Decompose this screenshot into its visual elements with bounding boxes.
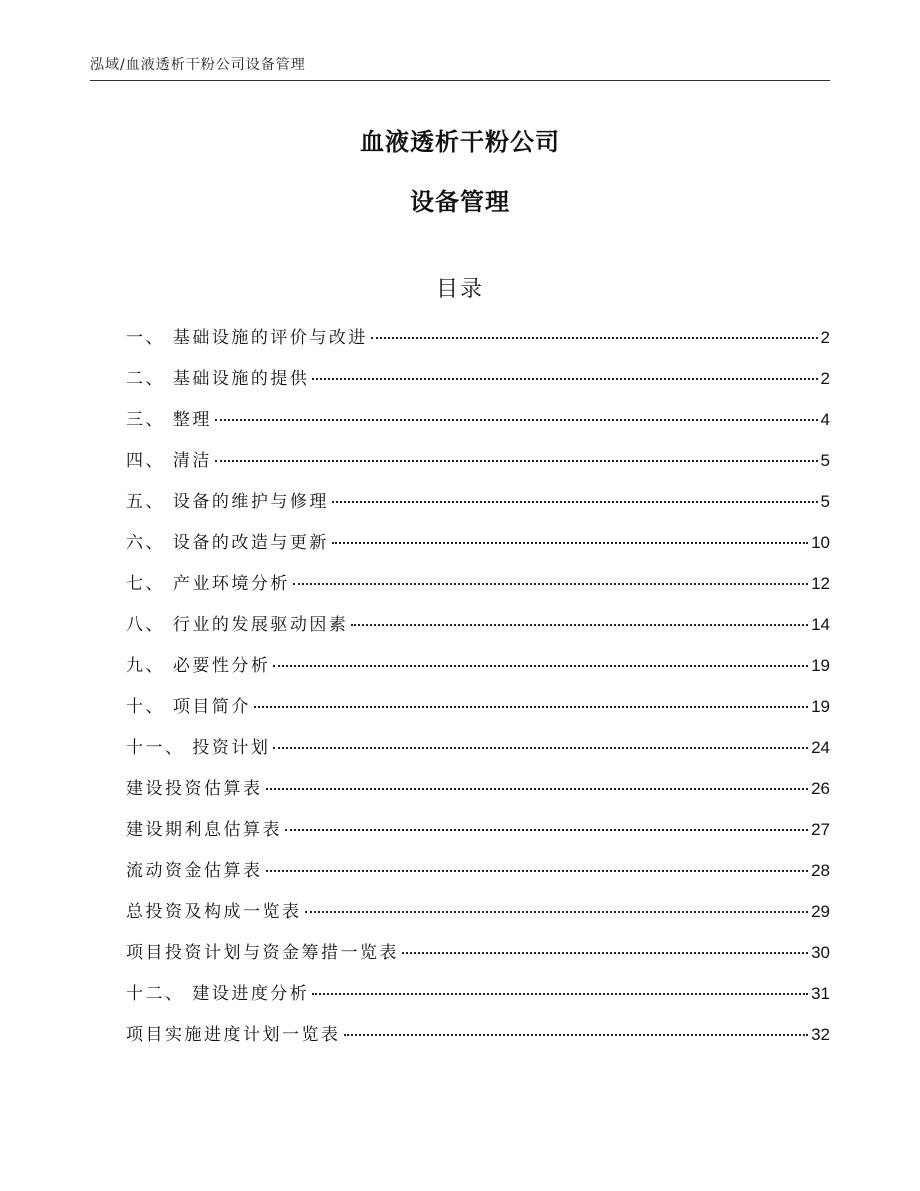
toc-dot-leader [305,911,809,913]
toc-entry[interactable] [126,405,830,446]
toc-entry-page: 4 [820,410,830,429]
toc-dot-leader [273,665,808,667]
toc-entry-page: 5 [820,451,830,470]
toc-dot-leader [266,870,809,872]
table-of-contents [126,323,830,1061]
toc-entry-label: 十一、 投资计划 [126,738,271,758]
toc-entry[interactable] [126,897,830,938]
toc-entry-page: 10 [811,533,830,552]
toc-entry[interactable] [126,733,830,774]
toc-entry-page: 30 [811,943,830,962]
toc-entry-page: 19 [811,697,830,716]
toc-dot-leader [293,583,808,585]
toc-entry-label: 五、 设备的维护与修理 [126,492,329,512]
toc-entry-page: 32 [811,1025,830,1044]
document-title: 血液透析干粉公司 [360,128,560,156]
toc-dot-leader [254,706,808,708]
toc-dot-leader [351,624,808,626]
toc-entry-page: 14 [811,615,830,634]
toc-entry-label: 六、 设备的改造与更新 [126,533,329,553]
toc-entry-label: 项目投资计划与资金筹措一览表 [126,943,399,963]
toc-entry-page: 28 [811,861,830,880]
toc-entry-page: 12 [811,574,830,593]
toc-entry[interactable] [126,446,830,487]
toc-entry-page: 19 [811,656,830,675]
toc-entry-label: 八、 行业的发展驱动因素 [126,615,349,635]
toc-entry-label: 建设投资估算表 [126,779,263,799]
toc-entry-label: 总投资及构成一览表 [126,902,302,922]
document-subtitle: 设备管理 [410,188,510,216]
toc-dot-leader [371,337,818,339]
toc-entry[interactable] [126,323,830,364]
toc-entry-label: 四、 清洁 [126,451,212,471]
toc-entry-label: 九、 必要性分析 [126,656,271,676]
toc-entry-page: 26 [811,779,830,798]
toc-entry-page: 2 [820,328,830,347]
toc-entry[interactable] [126,979,830,1020]
toc-dot-leader [266,788,809,790]
toc-entry[interactable] [126,528,830,569]
toc-dot-leader [215,419,818,421]
toc-entry[interactable] [126,569,830,610]
toc-dot-leader [312,993,808,995]
toc-dot-leader [332,542,808,544]
toc-dot-leader [273,747,808,749]
toc-entry-label: 项目实施进度计划一览表 [126,1025,341,1045]
toc-entry-label: 十二、 建设进度分析 [126,984,310,1004]
toc-entry[interactable] [126,692,830,733]
toc-dot-leader [344,1034,809,1036]
toc-entry-page: 27 [811,820,830,839]
toc-entry[interactable] [126,364,830,405]
toc-entry[interactable] [126,815,830,856]
toc-entry[interactable] [126,774,830,815]
toc-dot-leader [312,378,817,380]
toc-entry-page: 2 [820,369,830,388]
toc-entry[interactable] [126,487,830,528]
toc-dot-leader [332,501,818,503]
toc-entry-label: 七、 产业环境分析 [126,574,290,594]
toc-entry-page: 31 [811,984,830,1003]
toc-dot-leader [215,460,818,462]
toc-heading: 目录 [435,277,484,302]
toc-entry-label: 流动资金估算表 [126,861,263,881]
header-divider [90,80,830,81]
toc-entry-page: 29 [811,902,830,921]
toc-entry-page: 5 [820,492,830,511]
toc-entry-page: 24 [811,738,830,757]
running-header: 泓域/血液透析干粉公司设备管理 [90,57,306,73]
toc-entry[interactable] [126,651,830,692]
toc-entry-label: 建设期利息估算表 [126,820,282,840]
toc-entry-label: 三、 整理 [126,410,212,430]
toc-entry-label: 一、 基础设施的评价与改进 [126,328,368,348]
toc-entry[interactable] [126,856,830,897]
toc-entry[interactable] [126,938,830,979]
toc-entry[interactable] [126,610,830,651]
toc-entry[interactable] [126,1020,830,1061]
toc-dot-leader [285,829,808,831]
toc-entry-label: 十、 项目简介 [126,697,251,717]
toc-entry-label: 二、 基础设施的提供 [126,369,310,389]
toc-dot-leader [402,952,808,954]
